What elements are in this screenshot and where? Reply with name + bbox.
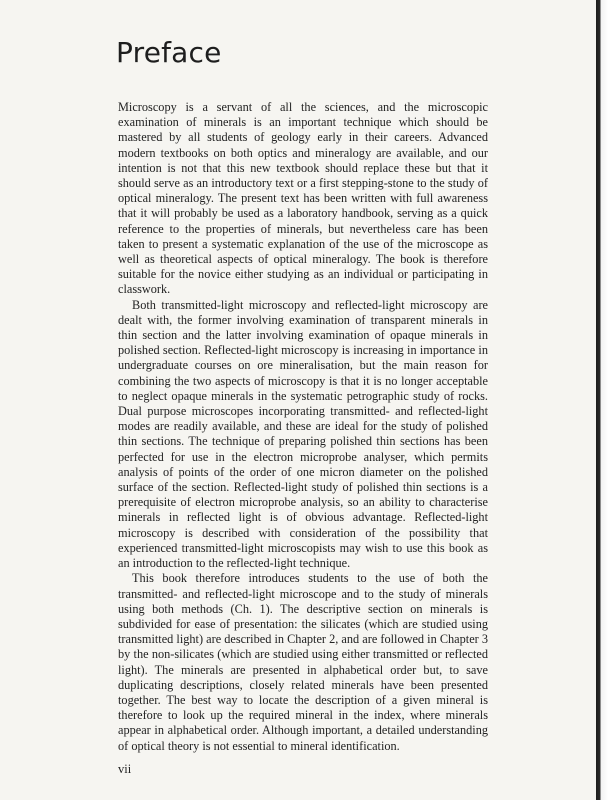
paragraph: This book therefore introduces students to the use of both the transmitted- and reflected-light microscope and to the study of minerals using both methods (Ch. 1). The descriptive section on minerals is subdivided for ease of presentation: the silicates (which are studied using transmitted light) are described in Chapter 2, and are followed in Chapter 3 by the non-silicates (which are studied using either transmitted or reflected light). The minerals are presented in alphabetical order but, to save duplicating descriptions, closely related minerals have been presented together. The best way to locate the description of a given mineral is therefore to look up the required mineral in the index, where minerals appear in alphabetical order. Although important, a detailed understanding of optical theory is not essential to mineral identification.	[118, 571, 488, 753]
page-number: vii	[118, 762, 132, 776]
page-edge	[596, 0, 608, 800]
paragraph: Both transmitted-light microscopy and reflected-light microscopy are dealt with, the former involving examination of transparent minerals in thin section and the latter involving examination of opaque minerals in polished section. Reflected-light microscopy is increasing in importance in undergraduate courses on ore mineralisation, but the main reason for combining the two aspects of microscopy is that it is no longer acceptable to neglect opaque minerals in the systematic petrographic study of rocks. Dual purpose microscopes incorporating transmitted- and reflected-light modes are readily available, and these are ideal for the study of polished thin sections. The technique of preparing polished thin sections has been perfected for use in the electron microprobe analyser, which permits analysis of points of the order of one micron diameter on the polished surface of the section. Reflected-light study of polished thin sections is a prerequisite of electron microprobe analysis, so an ability to characterise minerals in reflected light is of obvious advantage. Reflected-light microscopy is described with consideration of the possibility that experienced transmitted-light microscopists may wish to use this book as an introduction to the reflected-light technique.	[118, 297, 488, 571]
page-title: Preface	[116, 36, 222, 69]
paragraph: Microscopy is a servant of all the sciences, and the microscopic examination of minerals is an important technique which should be mastered by all students of geology early in their careers. Advanced modern textbooks on both optics and mineralogy are available, and our intention is not that this new textbook should replace these but that it should serve as an introductory text or a first stepping-stone to the study of optical mineralogy. The present text has been written with full awareness that it will probably be used as a laboratory handbook, serving as a quick reference to the properties of minerals, but nevertheless care has been taken to present a systematic explanation of the use of the microscope as well as theoretical aspects of optical mineralogy. The book is therefore suitable for the novice either studying as an individual or participating in classwork.	[118, 100, 488, 297]
preface-body	[118, 100, 488, 754]
